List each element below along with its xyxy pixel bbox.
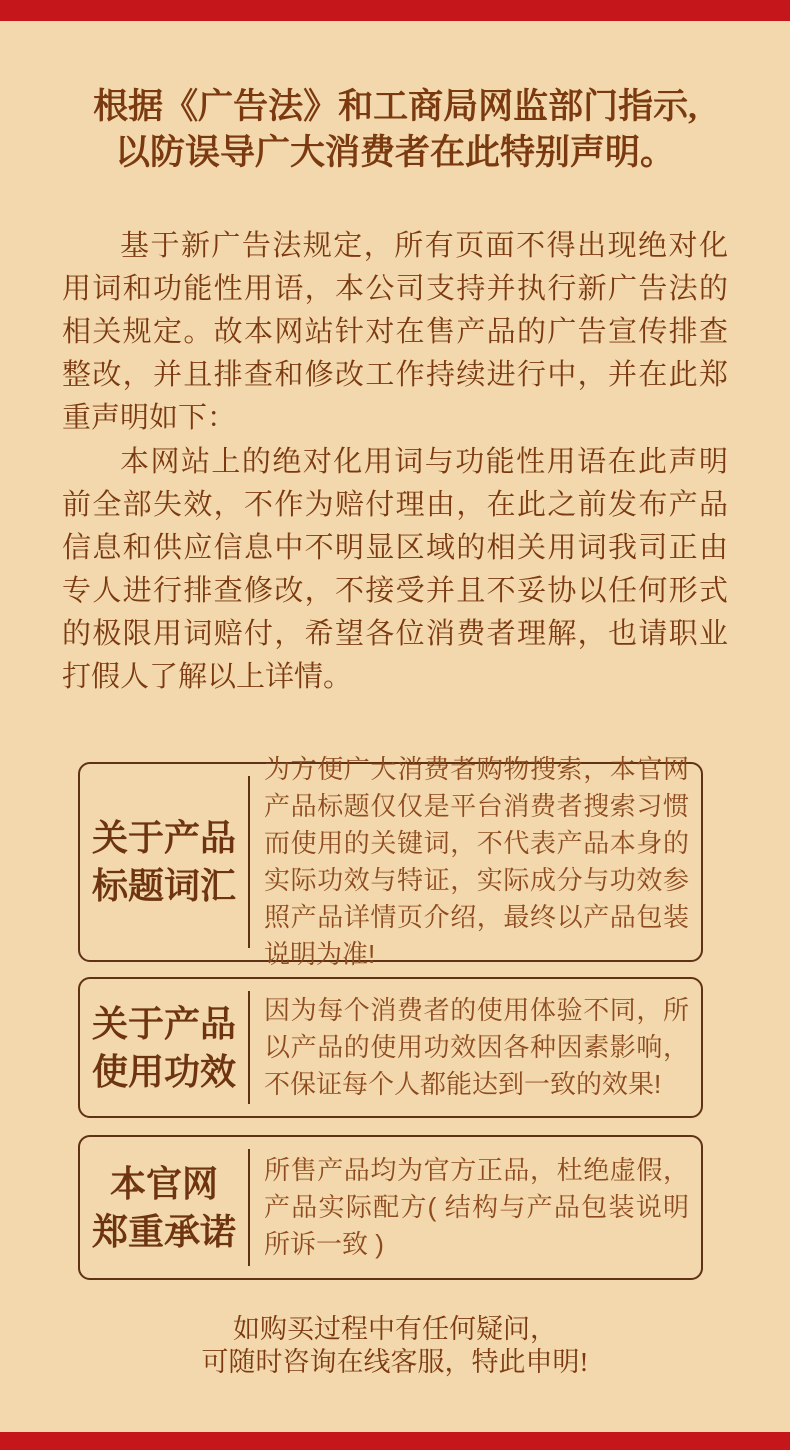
- notice-box-label: [80, 979, 248, 1116]
- notice-box-label-line2: 标题词汇: [91, 866, 236, 906]
- bottom-accent-bar: [0, 1432, 790, 1450]
- notice-box-official-promise: [78, 1135, 703, 1280]
- notice-box-label: [80, 1137, 248, 1278]
- footer-note-line1: 如购买过程中有任何疑问，: [233, 1314, 557, 1344]
- notice-box-description: [250, 1137, 701, 1278]
- notice-box-description: [250, 979, 701, 1116]
- notice-box-label-line1: 关于产品: [91, 818, 236, 858]
- declaration-title-line2: 以防误导广大消费者在此特别声明。: [114, 133, 675, 172]
- footer-note-line2: 可随时咨询在线客服，特此申明!: [201, 1347, 589, 1377]
- top-accent-bar: [0, 0, 790, 21]
- declaration-title-line1: 根据《广告法》和工商局网监部门指示,: [93, 87, 697, 126]
- notice-box-label-line1: 关于产品: [91, 1003, 236, 1044]
- notice-box-description-text: 为方便广大消费者购物搜索，本官网产品标题仅仅是平台消费者搜索习惯而使用的关键词，不代表产品本身的实际功效与特证，实际成分与功效参照产品详情页介绍，最终以产品包装说明为准!: [264, 754, 689, 969]
- notice-box-product-title-keywords: [78, 754, 703, 969]
- declaration-paragraph-1: 基于新广告法规定，所有页面不得出现绝对化用词和功能性用语，本公司支持并执行新广告法的相关规定。故本网站针对在售产品的广告宣传排查整改，并且排查和修改工作持续进行中，并在此郑重声明如下：: [62, 230, 728, 434]
- notice-box-label-line2: 使用功效: [91, 1051, 236, 1092]
- declaration-title: [0, 84, 790, 176]
- notice-box-description-text: 所售产品均为官方正品，杜绝虚假，产品实际配方( 结构与产品包装说明所诉一致 ): [264, 1155, 689, 1259]
- declaration-paragraph-2: 本网站上的绝对化用词与功能性用语在此声明前全部失效，不作为赔付理由，在此之前发布产品信息和供应信息中不明显区域的相关用词我司正由专人进行排查修改，不接受并且不妥协以任何形式的极限用词赔付，希望各位消费者理解，也请职业打假人了解以上详情。: [62, 446, 728, 693]
- notice-box-description: [250, 754, 701, 969]
- notice-box-label-line1: 本官网: [109, 1163, 218, 1204]
- footer-note: [0, 1313, 790, 1379]
- notice-box-label: [80, 764, 248, 960]
- notice-box-product-effects: [78, 977, 703, 1118]
- notice-box-description-text: 因为每个消费者的使用体验不同，所以产品的使用功效因各种因素影响，不保证每个人都能达到一致的效果!: [264, 995, 689, 1099]
- notice-box-label-line2: 郑重承诺: [91, 1211, 236, 1252]
